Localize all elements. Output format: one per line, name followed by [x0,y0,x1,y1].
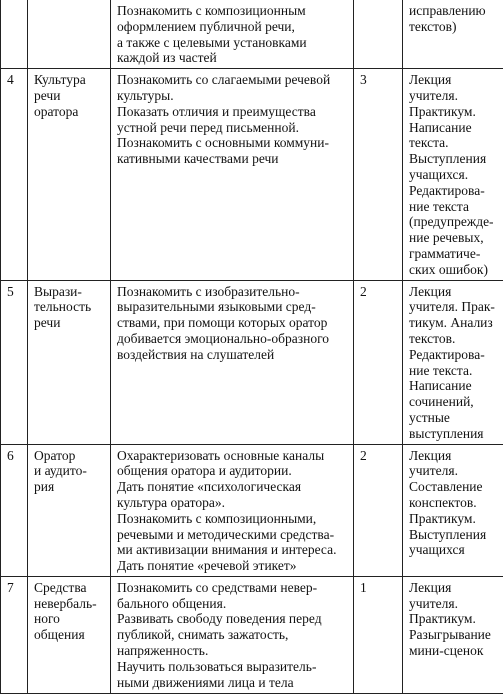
hours-value: 3 [360,72,367,87]
goals-line: Развивать свободу поведения перед [117,611,349,627]
forms-line: Написание [409,378,499,394]
forms-line: учителя. [409,88,499,104]
lesson-number: 5 [7,284,14,299]
goals-line: ствами, при помощи которых оратор [117,315,349,331]
lesson-number: 7 [7,580,14,595]
forms-line: мини-сценок [409,643,499,659]
forms-line: Лекция [409,580,499,596]
goals-line: Охарактеризовать основные каналы [117,448,349,464]
forms-line: выступления [409,426,499,442]
forms-line: Редактирова- [409,347,499,363]
goals-line: публикой, снимать зажатость, [117,627,349,643]
topic-line: Вырази- [34,284,106,300]
goals-line: а также с целевыми установками [117,35,349,51]
goals-cell [111,0,354,69]
hours-cell [354,576,403,693]
topic-cell [28,69,111,280]
goals-line: напряженность. [117,643,349,659]
forms-line: учащихся [409,542,499,558]
lesson-number-cell [1,280,28,444]
goals-line: культуры. [117,88,349,104]
topic-line: рия [34,479,106,495]
goals-line: Познакомить с основными коммуни- [117,135,349,151]
forms-line: ние речевых, [409,230,499,246]
lesson-number-cell [1,0,28,69]
topic-line: оратора [34,104,106,120]
goals-line: ными движениями лица и тела [117,675,349,691]
topic-line: Культура [34,72,106,88]
goals-line: добивается эмоционально-образного [117,331,349,347]
goals-line: общения оратора и аудитории. [117,463,349,479]
forms-line: Выступления [409,527,499,543]
goals-cell [111,576,354,693]
hours-value: 2 [360,284,367,299]
forms-line: учителя. [409,596,499,612]
goals-line: устной речи перед письменной. [117,120,349,136]
goals-line: Научить пользоваться выразитель- [117,659,349,675]
goals-line: оформлением публичной речи, [117,19,349,35]
forms-line: Редактирова- [409,183,499,199]
topic-line: речи [34,88,106,104]
forms-line: Практикум. [409,511,499,527]
lesson-number-cell [1,69,28,280]
goals-line: Показать отличия и преимущества [117,104,349,120]
forms-line: Лекция [409,284,499,300]
hours-cell [354,444,403,576]
goals-line: Познакомить с композиционными, [117,511,349,527]
goals-line: кативными качествами речи [117,151,349,167]
hours-cell [354,69,403,280]
forms-cell [403,69,503,280]
topic-line: невербаль- [34,596,106,612]
table-row [1,69,503,280]
hours-value: 2 [360,448,367,463]
forms-line: Практикум. [409,104,499,120]
goals-cell [111,69,354,280]
goals-line: выразительными языковыми сред- [117,299,349,315]
table-row [1,280,503,444]
hours-cell [354,280,403,444]
topic-line: речи [34,315,106,331]
goals-line: каждой из частей [117,50,349,66]
forms-line: (предупрежде- [409,214,499,230]
forms-line: Лекция [409,72,499,88]
forms-line: Написание [409,120,499,136]
forms-line: ских ошибок) [409,262,499,278]
forms-line: Составление [409,479,499,495]
hours-value: 1 [360,580,367,595]
forms-line: ние текста. [409,363,499,379]
forms-line: учителя. Прак- [409,299,499,315]
forms-line: устные [409,410,499,426]
goals-line: ми активизации внимания и интереса. [117,542,349,558]
goals-line: Дать понятие «речевой этикет» [117,558,349,574]
lesson-number: 4 [7,72,14,87]
forms-line: Выступления [409,151,499,167]
forms-line: Разыгрывание [409,627,499,643]
lesson-number-cell [1,576,28,693]
topic-line: и аудито- [34,463,106,479]
goals-line: речевыми и методическими средства- [117,527,349,543]
forms-cell [403,444,503,576]
forms-line: ние текста [409,199,499,215]
goals-line: Познакомить со слагаемыми речевой [117,72,349,88]
topic-line: ного [34,611,106,627]
forms-line: текстов) [409,19,499,35]
topic-line: общения [34,627,106,643]
forms-line: текста. [409,135,499,151]
topic-cell [28,280,111,444]
table-row [1,576,503,693]
forms-line: учащихся. [409,167,499,183]
forms-line: текстов. [409,331,499,347]
hours-cell [354,0,403,69]
forms-line: грамматиче- [409,246,499,262]
forms-cell [403,280,503,444]
forms-cell [403,0,503,69]
goals-line: культура оратора». [117,495,349,511]
forms-line: конспектов. [409,495,499,511]
forms-line: сочинений, [409,394,499,410]
forms-line: исправлению [409,3,499,19]
goals-cell [111,444,354,576]
forms-line: тикум. Анализ [409,315,499,331]
goals-line: Познакомить с композиционным [117,3,349,19]
goals-line: Дать понятие «психологическая [117,479,349,495]
goals-line: Познакомить с изобразительно- [117,284,349,300]
topic-line: тельность [34,299,106,315]
table-row [1,444,503,576]
forms-line: учителя. [409,463,499,479]
forms-line: Лекция [409,448,499,464]
forms-line: Практикум. [409,611,499,627]
topic-cell [28,444,111,576]
goals-cell [111,280,354,444]
goals-line: Познакомить со средствами невер- [117,580,349,596]
topic-line: Оратор [34,448,106,464]
forms-cell [403,576,503,693]
topic-cell [28,0,111,69]
topic-line: Средства [34,580,106,596]
curriculum-table-body [1,0,503,693]
lesson-number: 6 [7,448,14,463]
topic-cell [28,576,111,693]
table-row [1,0,503,69]
lesson-number-cell [1,444,28,576]
goals-line: воздействия на слушателей [117,347,349,363]
goals-line: бального общения. [117,596,349,612]
